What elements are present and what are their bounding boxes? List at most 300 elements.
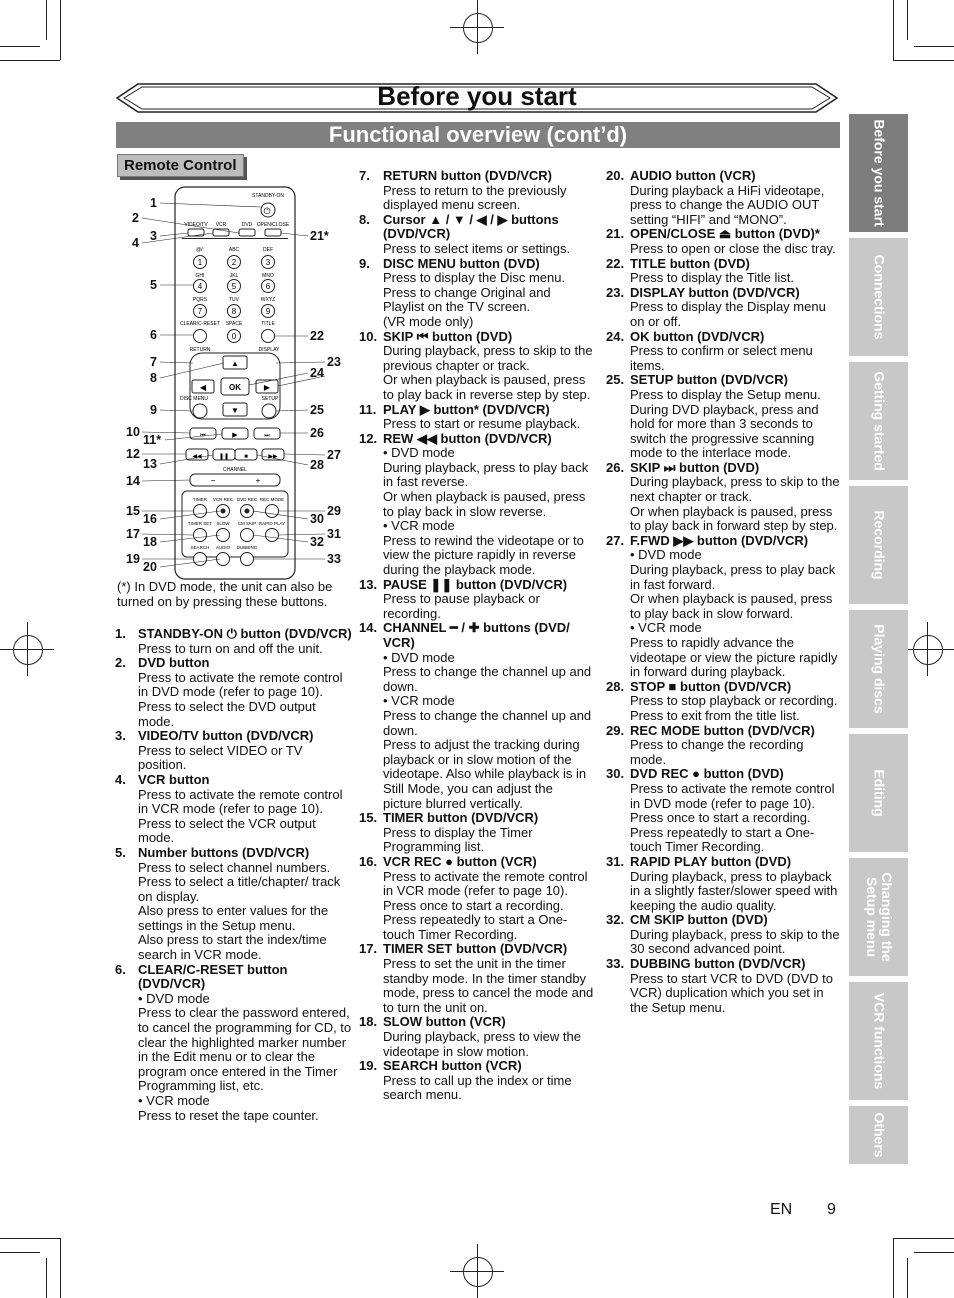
svg-text:RAPID PLAY: RAPID PLAY	[258, 521, 286, 526]
title-button	[262, 330, 275, 343]
item-body-line: Press to change the channel up and down.	[383, 664, 592, 694]
item-body-line: Press to pause playback or recording.	[383, 591, 540, 621]
item-body-line: During playback a HiFi videotape, press to change the AUDIO OUT setting “HIFI” and “MONO”.	[630, 182, 825, 227]
item-heading: SKIP ⏮ button (DVD)	[383, 328, 513, 344]
description-item	[359, 257, 595, 330]
description-item	[115, 963, 352, 1124]
dvd-button	[239, 229, 255, 236]
description-item	[359, 621, 595, 811]
item-heading: Cursor ▲ / ▼ / ◀ / ▶ buttons (DVD/VCR)	[383, 211, 559, 242]
svg-text:TITLE: TITLE	[261, 321, 275, 327]
crop-mark	[893, 60, 954, 61]
callout-9: 9	[150, 403, 157, 417]
item-number: 10.	[359, 328, 378, 344]
item-body-line: Press to start VCR to DVD (DVD to VCR) duplication which you set in the Setup menu.	[630, 970, 833, 1015]
callout-10: 10	[126, 425, 140, 439]
item-body-line: • VCR mode	[630, 620, 702, 636]
item-number: 29.	[606, 722, 625, 738]
crop-mark	[893, 1238, 894, 1298]
callout-1: 1	[150, 196, 157, 210]
crop-mark	[914, 1252, 954, 1253]
item-body-line: During playback, press to skip to the previous chapter or track.	[383, 343, 593, 373]
item-body-line: Press to select the VCR output mode.	[138, 815, 316, 846]
svg-text:ABC: ABC	[228, 247, 240, 253]
dvd-label: DVD	[241, 222, 253, 228]
remote-control-illustration	[120, 185, 350, 580]
svg-text:9: 9	[265, 307, 271, 316]
item-body-line: Press to confirm or select menu items.	[630, 343, 813, 373]
tab-recording[interactable]: Recording	[849, 486, 908, 604]
item-heading: STOP ■ button (DVD/VCR)	[630, 678, 792, 694]
stop-icon: ■	[244, 454, 248, 460]
crop-mark	[907, 1258, 908, 1298]
item-number: 25.	[606, 372, 625, 388]
svg-text:6: 6	[265, 282, 271, 291]
item-body-line: Press to exit from the title list.	[630, 707, 800, 723]
item-body-line: • VCR mode	[383, 518, 455, 534]
item-body-line: • VCR mode	[383, 693, 455, 709]
item-number: 11.	[359, 401, 377, 417]
item-number: 21.	[606, 226, 625, 242]
clear-button	[194, 330, 207, 343]
rew-icon: ◀◀	[192, 454, 202, 460]
item-number: 31.	[606, 853, 625, 869]
description-item	[606, 227, 842, 256]
svg-text:VCR REC: VCR REC	[212, 497, 234, 502]
item-body-line: Press to rewind the videotape or to view the picture rapidly in reverse during the playback mode.	[383, 532, 584, 578]
item-heading: VCR button	[138, 771, 210, 787]
description-item	[115, 656, 352, 729]
description-item	[359, 811, 595, 855]
description-item	[359, 578, 595, 622]
callout-23: 23	[327, 355, 341, 369]
item-body-line: Press once to start a recording.	[383, 897, 564, 913]
item-body-line: Also press to start the index/time search in VCR mode.	[138, 932, 327, 963]
svg-text:2: 2	[231, 258, 237, 267]
item-heading: AUDIO button (VCR)	[630, 168, 756, 183]
crop-mark	[60, 1238, 61, 1298]
item-heading: PLAY ▶ button* (DVD/VCR)	[383, 401, 550, 417]
crop-mark	[914, 46, 954, 47]
svg-text:SETUP: SETUP	[261, 396, 279, 402]
standby-label: STANDBY-ON	[252, 193, 284, 199]
right-arrow-icon: ▶	[263, 383, 271, 392]
item-heading: VIDEO/TV button (DVD/VCR)	[138, 728, 314, 744]
callout-15: 15	[126, 504, 140, 518]
item-body-line: • DVD mode	[383, 445, 455, 461]
description-item	[359, 403, 595, 432]
crop-mark	[0, 1238, 60, 1239]
description-item	[115, 846, 352, 963]
item-body-line: Press to rapidly advance the videotape or view the picture rapidly in forward during playback.	[630, 635, 838, 680]
rec-mode-button	[266, 505, 279, 518]
svg-text:DVD REC: DVD REC	[236, 497, 258, 502]
description-item	[606, 461, 842, 534]
item-body-line: During playback, press to playback in a slightly faster/slower speed with keeping the audio quality.	[630, 868, 838, 913]
svg-text:CLEAR/C-RESET: CLEAR/C-RESET	[179, 321, 221, 327]
item-body-line: Press repeatedly to start a One-touch Timer Recording.	[630, 824, 815, 855]
pause-icon: ❚❚	[218, 454, 230, 460]
tab-editing[interactable]: Editing	[849, 734, 908, 852]
item-number: 2.	[115, 655, 126, 671]
item-body-line: Press to turn on and off the unit.	[138, 640, 323, 656]
svg-text:AUDIO: AUDIO	[215, 545, 231, 550]
skip-forward-icon: ⏭	[264, 433, 270, 439]
tab-getting-started[interactable]: Getting started	[849, 362, 908, 480]
item-body-line: Press to display the Disc menu.	[383, 270, 566, 286]
dubbing-button	[241, 553, 254, 566]
callout-5: 5	[150, 278, 157, 292]
description-item	[606, 913, 842, 957]
description-item	[606, 169, 842, 227]
item-body-line: Or when playback is paused, press to play back in reverse step by step.	[383, 372, 591, 402]
item-body-line: Press to activate the remote control in DVD mode (refer to page 10).	[138, 669, 343, 700]
crop-mark	[0, 46, 40, 47]
callout-7: 7	[150, 355, 157, 369]
item-number: 4.	[115, 771, 126, 787]
page-title: Before you start	[377, 81, 577, 111]
tab-playing-discs[interactable]: Playing discs	[849, 610, 908, 728]
item-number: 24.	[606, 328, 625, 344]
item-body-line: Press to return to the previously displayed menu screen.	[383, 182, 567, 213]
svg-text:+: +	[255, 476, 261, 485]
callout-22: 22	[310, 329, 324, 343]
item-body-line: During playback, press to play back in fast forward.	[630, 562, 836, 592]
item-heading: SEARCH button (VCR)	[383, 1058, 522, 1074]
item-body-line: • VCR mode	[138, 1093, 210, 1108]
crop-mark	[907, 0, 908, 40]
svg-text:SPACE: SPACE	[225, 321, 243, 327]
item-body-line: During playback, press to play back in fast reverse.	[383, 459, 589, 490]
item-body-line: Or when playback is paused, press to play back in forward step by step.	[630, 503, 838, 534]
item-number: 28.	[606, 678, 625, 694]
play-icon: ▶	[232, 432, 238, 439]
svg-text:MNO: MNO	[262, 273, 274, 279]
section-subtitle-bar	[116, 122, 840, 148]
description-item	[115, 627, 352, 656]
item-number: 30.	[606, 766, 625, 782]
up-arrow-icon: ▲	[231, 359, 239, 368]
item-number: 16.	[359, 853, 378, 869]
videotv-button	[188, 229, 204, 236]
item-heading: RAPID PLAY button (DVD)	[630, 853, 792, 869]
item-number: 18.	[359, 1014, 378, 1030]
registration-mark	[0, 622, 54, 676]
item-number: 20.	[606, 168, 625, 183]
item-body-line: Press to activate the remote control in DVD mode (refer to page 10).	[630, 780, 835, 811]
down-arrow-icon: ▼	[231, 406, 239, 415]
crop-mark	[893, 0, 894, 60]
timer-button	[194, 505, 207, 518]
item-body-line: Press to display the Title list.	[630, 270, 795, 286]
tab-changing-setup-menu[interactable]: Changing the Setup menu	[849, 858, 908, 976]
item-number: 3.	[115, 728, 126, 744]
svg-text:REC MODE: REC MODE	[259, 497, 285, 502]
description-item	[606, 257, 842, 286]
description-item	[606, 767, 842, 855]
item-heading: F.FWD ▶▶ button (DVD/VCR)	[630, 532, 809, 548]
item-body-line: Press to reset the tape counter.	[138, 1107, 319, 1123]
svg-text:OK: OK	[229, 383, 241, 392]
item-body-line: • DVD mode	[138, 990, 210, 1006]
item-heading: DVD REC ● button (DVD)	[630, 766, 784, 782]
description-item	[359, 1059, 595, 1103]
item-body-line: Press to select channel numbers.	[138, 859, 331, 875]
left-arrow-icon: ◀	[199, 383, 207, 392]
svg-text:7: 7	[197, 307, 203, 316]
item-body-line: During playback, press to view the videotape in slow motion.	[383, 1029, 581, 1059]
description-item	[359, 169, 595, 213]
item-heading: OK button (DVD/VCR)	[630, 328, 765, 344]
crop-mark	[46, 1258, 47, 1298]
description-item	[606, 330, 842, 374]
number-keypad	[193, 247, 275, 318]
callout-29: 29	[327, 504, 341, 518]
rapid-play-button	[266, 529, 279, 542]
callout-18: 18	[143, 535, 157, 549]
svg-text:CHANNEL: CHANNEL	[223, 467, 247, 473]
svg-text:DUBBING: DUBBING	[236, 545, 258, 550]
crop-mark	[0, 1252, 40, 1253]
item-heading: SLOW button (VCR)	[383, 1014, 506, 1030]
svg-text:5: 5	[231, 282, 237, 291]
callout-13: 13	[143, 457, 157, 471]
description-item	[359, 330, 595, 403]
svg-text:1: 1	[197, 258, 203, 267]
svg-text:DISPLAY: DISPLAY	[258, 347, 280, 353]
svg-text:TUV: TUV	[229, 297, 239, 303]
item-heading: CHANNEL ━ / ✚ buttons (DVD/ VCR)	[383, 620, 570, 650]
svg-text:@/:: @/:	[196, 247, 204, 253]
callout-17: 17	[126, 527, 140, 541]
item-number: 12.	[359, 430, 378, 446]
item-heading: CLEAR/C-RESET button (DVD/VCR)	[138, 961, 288, 992]
item-body-line: Press to select items or settings.	[383, 240, 571, 256]
callout-11: 11*	[143, 433, 162, 447]
item-body-line: Press to open or close the disc tray.	[630, 240, 836, 256]
item-body-line: Also press to enter values for the settings in the Setup menu.	[138, 903, 329, 933]
callout-21: 21*	[310, 229, 329, 243]
callout-19: 19	[126, 552, 140, 566]
crop-mark	[0, 60, 60, 61]
item-heading: DUBBING button (DVD/VCR)	[630, 956, 806, 972]
vcr-label: VCR	[215, 222, 227, 228]
callout-14: 14	[126, 474, 140, 488]
crop-mark	[60, 0, 61, 60]
page-number: 9	[827, 1201, 836, 1218]
description-item	[606, 855, 842, 913]
svg-text:TIMER SET: TIMER SET	[187, 521, 213, 526]
item-body-line: Press to select VIDEO or TV position.	[138, 742, 303, 773]
section-subtitle: Functional overview (cont’d)	[328, 122, 628, 147]
description-item	[115, 729, 352, 773]
svg-text:SLOW: SLOW	[216, 521, 230, 526]
description-item	[359, 942, 595, 1015]
page-title-banner	[116, 83, 838, 113]
description-column-3	[606, 169, 842, 1015]
channel-rocker	[190, 474, 280, 486]
footnote: (*) In DVD mode, the unit can also be turned on by pressing these buttons.	[117, 579, 333, 609]
item-number: 1.	[115, 626, 126, 641]
item-number: 17.	[359, 941, 378, 957]
callout-31: 31	[327, 527, 341, 541]
item-number: 19.	[359, 1058, 378, 1074]
item-heading: OPEN/CLOSE ⏏ button (DVD)*	[630, 226, 820, 242]
item-number: 27.	[606, 532, 625, 548]
remote-control-label: Remote Control	[117, 154, 244, 177]
item-number: 14.	[359, 620, 378, 636]
item-number: 9.	[359, 255, 370, 271]
callout-16: 16	[143, 512, 157, 526]
callout-28: 28	[310, 458, 324, 472]
registration-mark	[450, 0, 504, 54]
item-heading: VCR REC ● button (VCR)	[383, 853, 537, 869]
callout-24: 24	[310, 366, 324, 380]
description-column-2	[359, 169, 595, 1103]
item-heading: STANDBY-ON ⏻ button (DVD/VCR)	[138, 626, 352, 641]
registration-mark	[900, 622, 954, 676]
item-body-line: Press to activate the remote control in VCR mode (refer to page 10).	[383, 868, 588, 899]
svg-text:3: 3	[265, 258, 271, 267]
callout-12: 12	[126, 447, 140, 461]
item-body-line: Press to change the channel up and down.	[383, 707, 592, 738]
callout-8: 8	[150, 371, 157, 385]
description-column-1	[115, 627, 352, 1123]
item-body-line: Press to change Original and Playlist on the TV screen.	[383, 284, 551, 315]
item-heading: SETUP button (DVD/VCR)	[630, 372, 788, 388]
item-body-line: Press repeatedly to start a One-touch Timer Recording.	[383, 912, 568, 942]
item-body-line: During playback, press to skip to the next chapter or track.	[630, 474, 840, 505]
item-body-line: Press to adjust the tracking during playback or in slow motion of the videotape. Also while playback is in Still Mode, you can adjust the picture blurred vertically.	[383, 737, 587, 811]
tab-connections[interactable]: Connections	[849, 238, 908, 356]
item-heading: RETURN button (DVD/VCR)	[383, 168, 552, 183]
description-item	[606, 957, 842, 1015]
svg-text:8: 8	[231, 307, 237, 316]
item-heading: REC MODE button (DVD/VCR)	[630, 722, 815, 738]
item-heading: TIMER button (DVD/VCR)	[383, 810, 539, 826]
item-heading: REW ◀◀ button (DVD/VCR)	[383, 430, 552, 446]
callout-3: 3	[150, 229, 157, 243]
item-heading: TITLE button (DVD)	[630, 255, 750, 271]
svg-text:DISC MENU: DISC MENU	[179, 396, 209, 402]
svg-text:RETURN: RETURN	[189, 347, 211, 353]
item-body-line: Press to display the Timer Programming list.	[383, 824, 533, 855]
item-heading: DVD button	[138, 655, 210, 671]
description-item	[606, 534, 842, 680]
item-heading: TIMER SET button (DVD/VCR)	[383, 941, 568, 957]
item-heading: SKIP ⏭ button (DVD)	[630, 459, 760, 475]
tab-before-you-start[interactable]: Before you start	[849, 114, 908, 232]
item-body-line: Or when playback is paused, press to play back in slow forward.	[630, 591, 833, 621]
svg-text:CM SKIP: CM SKIP	[237, 521, 257, 526]
svg-text:−: −	[210, 476, 216, 485]
item-body-line: Press to start or resume playback.	[383, 416, 581, 432]
svg-text:0: 0	[231, 332, 237, 341]
item-number: 23.	[606, 284, 625, 300]
disc-menu-button	[193, 404, 207, 418]
item-heading: Number buttons (DVD/VCR)	[138, 844, 310, 860]
item-heading: PAUSE ❚❚ button (DVD/VCR)	[383, 576, 568, 592]
callout-32: 32	[310, 535, 324, 549]
item-body-line: Press to select a title/chapter/ track on display.	[138, 874, 341, 904]
item-number: 6.	[115, 961, 126, 977]
description-item	[606, 680, 842, 724]
registration-mark	[450, 1244, 504, 1298]
description-item	[359, 855, 595, 943]
item-body-line: Press to activate the remote control in VCR mode (refer to page 10).	[138, 786, 343, 817]
svg-text:PQRS: PQRS	[192, 297, 208, 303]
item-number: 26.	[606, 459, 625, 475]
item-heading: DISC MENU button (DVD)	[383, 255, 540, 271]
item-body-line: • DVD mode	[630, 547, 702, 563]
item-number: 32.	[606, 912, 625, 928]
callout-2: 2	[132, 211, 139, 225]
item-body-line: During playback, press to skip to the 30 second advanced point.	[630, 926, 840, 957]
item-body-line: • DVD mode	[383, 649, 455, 665]
item-heading: CM SKIP button (DVD)	[630, 912, 768, 928]
item-body-line: Press to change the recording mode.	[630, 737, 804, 767]
openclose-button	[265, 229, 281, 236]
item-body-line: Press to clear the password entered, to cancel the programming for CD, to clear the highlighted marker number in the Edit menu or to clear the program once entered in the Timer Programming list, etc.	[138, 1005, 352, 1094]
callout-25: 25	[310, 403, 324, 417]
skip-back-icon: ⏮	[200, 433, 206, 439]
svg-text:4: 4	[197, 282, 203, 291]
item-body-line: During DVD playback, press and hold for more than 3 seconds to switch the progressive scanning mode to the interlace mode.	[630, 401, 819, 461]
search-button	[194, 553, 207, 566]
item-number: 8.	[359, 211, 370, 227]
item-body-line: Or when playback is paused, press to play back in slow reverse.	[383, 489, 586, 519]
description-item	[115, 773, 352, 846]
item-body-line: Press to select the DVD output mode.	[138, 698, 316, 729]
svg-text:JKL: JKL	[229, 273, 239, 279]
videotv-label: VIDEO/TV	[184, 222, 208, 228]
item-body-line: Press to call up the index or time search menu.	[383, 1072, 572, 1103]
item-number: 13.	[359, 576, 378, 592]
timer-set-button	[194, 529, 207, 542]
tab-others[interactable]: Others	[849, 1106, 908, 1164]
callout-30: 30	[310, 512, 324, 526]
tab-vcr-functions[interactable]: VCR functions	[849, 982, 908, 1100]
callout-4: 4	[132, 236, 139, 250]
setup-button	[262, 404, 276, 418]
cm-skip-button	[241, 529, 254, 542]
description-item	[606, 373, 842, 461]
svg-text:SEARCH: SEARCH	[190, 545, 210, 550]
callout-20: 20	[143, 560, 157, 574]
description-item	[606, 724, 842, 768]
power-icon: ⏻	[263, 206, 271, 216]
svg-text:DEF: DEF	[263, 247, 273, 253]
crop-mark	[893, 1238, 954, 1239]
item-number: 7.	[359, 168, 370, 183]
item-heading: DISPLAY button (DVD/VCR)	[630, 284, 800, 300]
openclose-label: OPEN/CLOSE	[256, 222, 290, 228]
callout-6: 6	[150, 328, 157, 342]
description-item	[359, 432, 595, 578]
callout-27: 27	[327, 448, 341, 462]
item-body-line: Press to set the unit in the timer standby mode. In the timer standby mode, press to cancel the mode and to turn the unit on.	[383, 956, 594, 1015]
item-body-line: Press to stop playback or recording.	[630, 693, 838, 709]
item-body-line: Press to display the Display menu on or off.	[630, 299, 826, 329]
language-marker: EN	[770, 1201, 793, 1218]
description-item	[606, 286, 842, 330]
callout-26: 26	[310, 426, 324, 440]
description-item	[359, 1015, 595, 1059]
ffwd-icon: ▶▶	[268, 454, 278, 460]
callout-33: 33	[327, 552, 341, 566]
crop-mark	[46, 0, 47, 40]
item-body-line: (VR mode only)	[383, 313, 474, 329]
